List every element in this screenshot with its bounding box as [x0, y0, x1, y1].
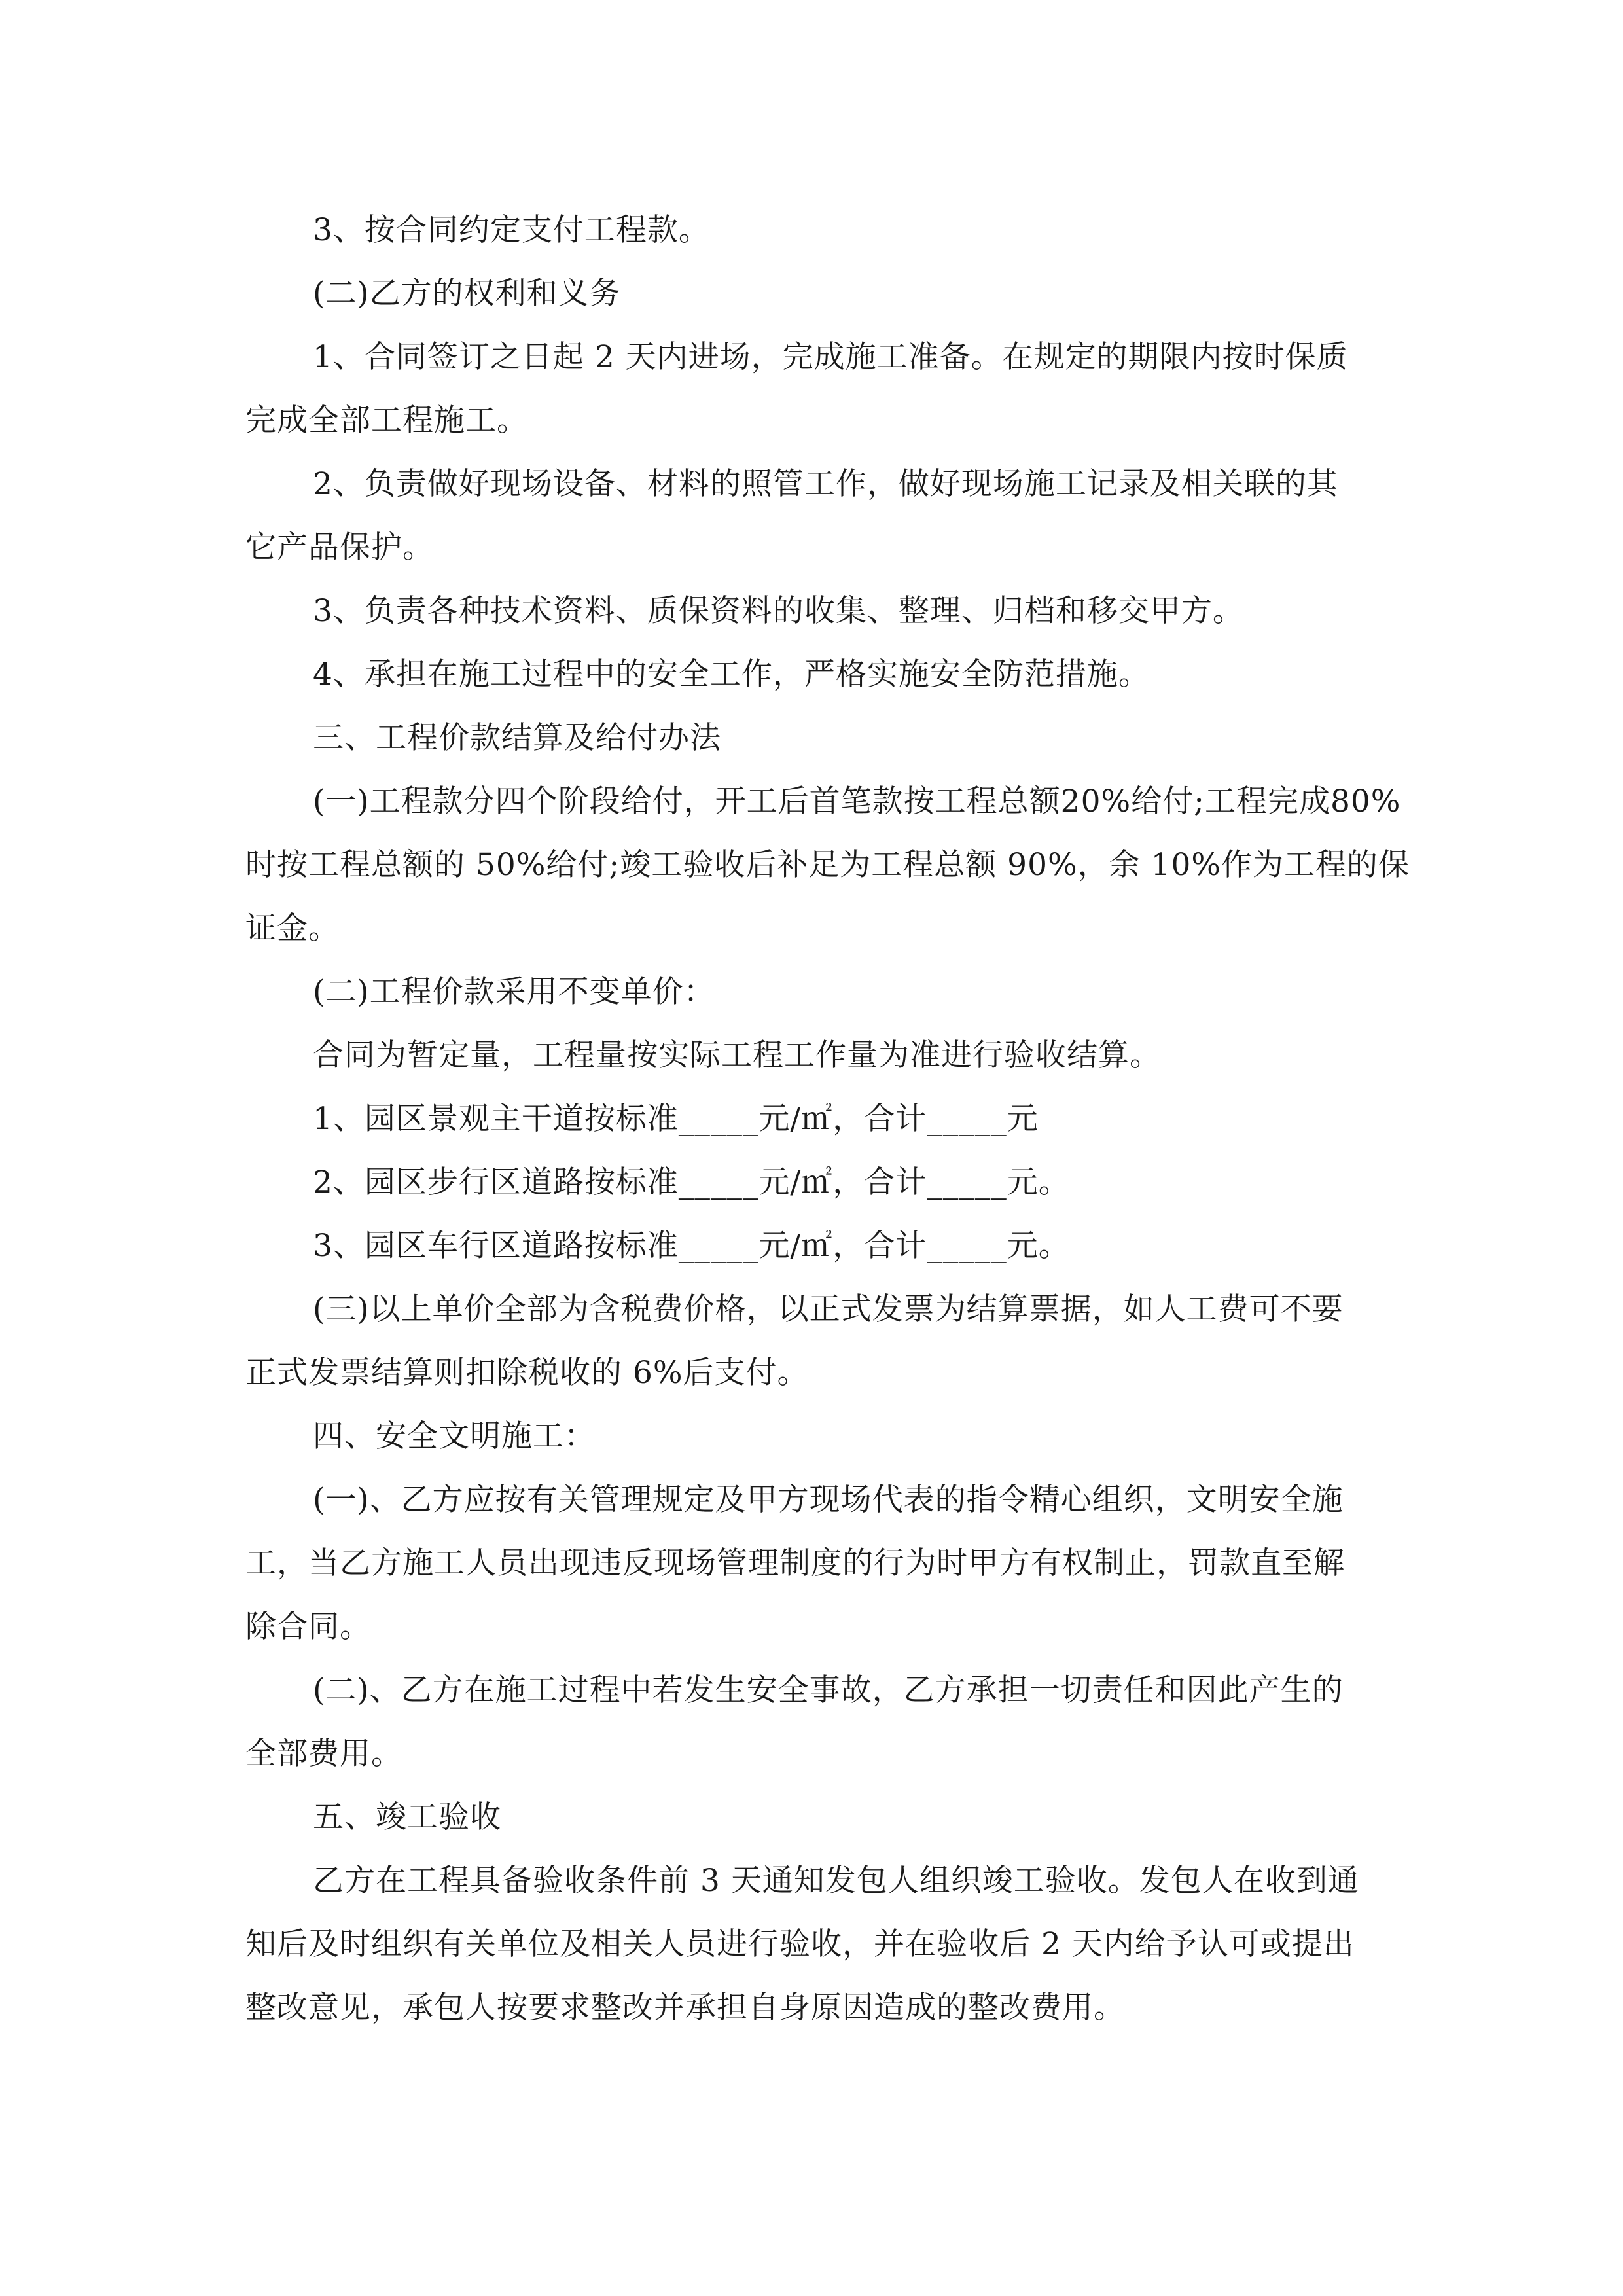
text-line: 完成全部工程施工。	[245, 403, 528, 439]
text-line: 四、安全文明施工：	[313, 1418, 596, 1454]
text-line: (一)、乙方应按有关管理规定及甲方现场代表的指令精心组织，文明安全施	[313, 1482, 1344, 1518]
text-line: 三、工程价款结算及给付办法	[313, 720, 721, 756]
text-line: 2、园区步行区道路按标准_____元/㎡，合计_____元。	[313, 1164, 1070, 1200]
text-line: 2、负责做好现场设备、材料的照管工作，做好现场施工记录及相关联的其	[313, 466, 1338, 502]
text-line: 4、承担在施工过程中的安全工作，严格实施安全防范措施。	[313, 656, 1150, 692]
text-line: 3、按合同约定支付工程款。	[313, 212, 710, 248]
text-line: (三)以上单价全部为含税费价格，以正式发票为结算票据，如人工费可不要	[313, 1291, 1344, 1327]
text-line: 证金。	[245, 910, 340, 946]
text-line: (一)工程款分四个阶段给付，开工后首笔款按工程总额20%给付;工程完成80%	[313, 783, 1401, 819]
text-line: 合同为暂定量，工程量按实际工程工作量为准进行验收结算。	[313, 1037, 1161, 1073]
text-line: 3、负责各种技术资料、质保资料的收集、整理、归档和移交甲方。	[313, 593, 1244, 629]
text-line: 工，当乙方施工人员出现违反现场管理制度的行为时甲方有权制止，罚款直至解	[245, 1545, 1345, 1581]
text-line: (二)工程价款采用不变单价：	[313, 974, 715, 1010]
text-line: 3、园区车行区道路按标准_____元/㎡，合计_____元。	[313, 1228, 1070, 1264]
text-line: 1、园区景观主干道按标准_____元/㎡，合计_____元	[313, 1101, 1039, 1137]
text-line: (二)乙方的权利和义务	[313, 276, 621, 312]
text-line: 时按工程总额的 50%给付;竣工验收后补足为工程总额 90%，余 10%作为工程的保	[245, 847, 1410, 883]
text-line: 全部费用。	[245, 1736, 402, 1772]
text-line: 它产品保护。	[245, 529, 434, 565]
text-line: 五、竣工验收	[313, 1799, 501, 1835]
text-line: 1、合同签订之日起 2 天内进场，完成施工准备。在规定的期限内按时保质	[313, 339, 1348, 375]
text-line: 乙方在工程具备验收条件前 3 天通知发包人组织竣工验收。发包人在收到通	[313, 1863, 1359, 1899]
text-line: (二)、乙方在施工过程中若发生安全事故，乙方承担一切责任和因此产生的	[313, 1672, 1344, 1708]
text-line: 知后及时组织有关单位及相关人员进行验收，并在验收后 2 天内给予认可或提出	[245, 1926, 1355, 1962]
text-line: 除合同。	[245, 1609, 371, 1645]
text-line: 整改意见，承包人按要求整改并承担自身原因造成的整改费用。	[245, 1990, 1125, 2026]
text-line: 正式发票结算则扣除税收的 6%后支付。	[245, 1355, 809, 1391]
